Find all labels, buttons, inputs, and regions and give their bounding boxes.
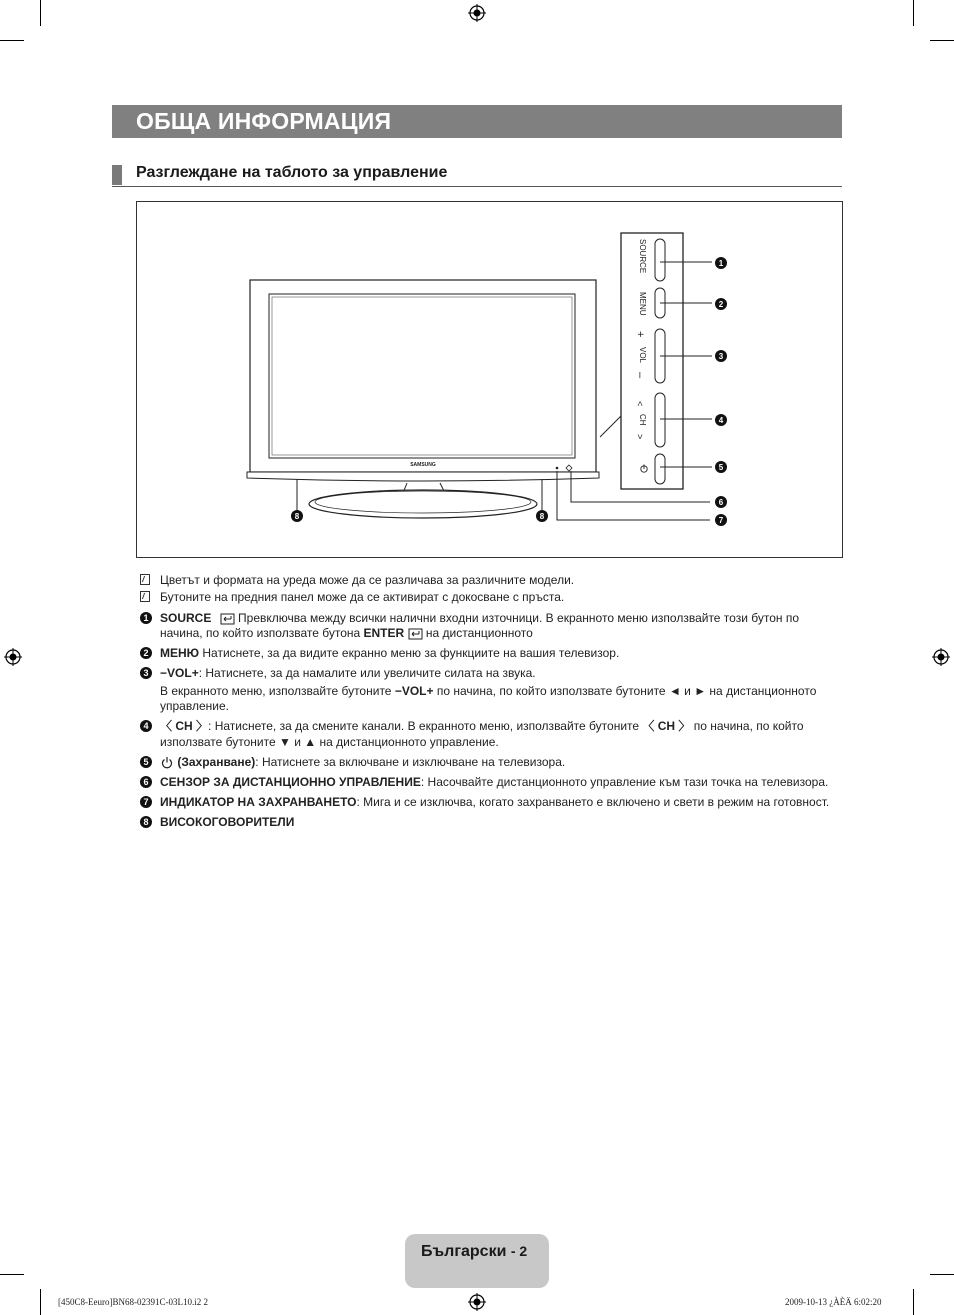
subtitle-rule <box>112 186 842 187</box>
item-label: ВИСОКОГОВОРИТЕЛИ <box>160 815 295 829</box>
item-description: и <box>290 735 305 749</box>
svg-text:8: 8 <box>294 512 300 521</box>
page-number: - 2 <box>510 1243 528 1259</box>
note-text: Цветът и формата на уреда може да се различава за различните модели. <box>160 573 575 587</box>
tv-diagram <box>137 202 842 557</box>
item-description: използвате бутоните <box>160 735 279 749</box>
panel-label-ch-down: > <box>635 434 645 440</box>
item-description: : Натиснете, за да намалите или увеличите силата на звука. <box>198 666 536 680</box>
callout-7 <box>715 514 727 526</box>
tv-stand-base <box>309 490 537 518</box>
svg-text:1: 1 <box>718 259 724 268</box>
registration-mark-icon <box>4 648 22 666</box>
registration-mark-icon <box>468 4 486 22</box>
registration-mark-icon <box>932 648 950 666</box>
side-control-panel <box>621 233 683 489</box>
subtitle: Разглеждане на таблото за управление <box>136 164 448 181</box>
svg-text:5: 5 <box>718 463 724 472</box>
panel-label-vol-plus: + <box>634 331 646 338</box>
item-description: на дистанционното <box>422 626 533 640</box>
item-description: Превключва между всички налични входни източници. В екранното меню използвайте този бутон по <box>238 611 800 625</box>
ch-left-glyph: 〈 <box>160 719 176 733</box>
footer-label <box>421 1243 527 1261</box>
crop-mark <box>913 1289 914 1315</box>
item-label: МЕНЮ <box>160 646 200 660</box>
bullet-number: 7 <box>140 796 152 808</box>
callout-2 <box>715 298 727 310</box>
item-description: Натиснете, за да видите екранно меню за функциите на вашия телевизор. <box>199 646 620 660</box>
item-description: на дистанционното <box>706 684 817 698</box>
item-label: SOURCE <box>160 611 212 625</box>
callout-8-right <box>536 510 548 522</box>
item-text <box>160 735 499 750</box>
svg-text:2: 2 <box>718 300 724 309</box>
ch-right-glyph: 〉 <box>192 719 209 733</box>
item-label: VOL <box>167 666 192 680</box>
panel-label-source: SOURCE <box>638 239 647 274</box>
bullet-number: 4 <box>140 720 152 732</box>
crop-mark <box>40 1289 41 1315</box>
svg-text:7: 7 <box>718 516 724 525</box>
print-slug-right: 2009-10-13 ¿ÀÈÄ 6:02:20 <box>785 1297 882 1307</box>
item-text <box>160 795 829 810</box>
item-text <box>160 611 799 626</box>
vol-minus-glyph: − <box>160 666 168 680</box>
control-panel-figure <box>136 201 843 558</box>
crop-mark <box>930 1274 954 1275</box>
item-label: (Захранване) <box>177 755 256 769</box>
item-text <box>160 646 619 661</box>
item-description: по начина, по който използвате бутоните <box>433 684 669 698</box>
item-label: CH <box>175 719 193 733</box>
item-description: В екранното меню, използвайте бутоните <box>160 684 395 698</box>
down-arrow-icon: ▼ <box>278 735 291 749</box>
item-description: начина, по който използвате бутона <box>160 626 364 640</box>
footer-language: Български <box>421 1243 507 1260</box>
left-arrow-icon: ◄ <box>668 684 681 698</box>
panel-label-ch: CH <box>638 414 647 426</box>
tv-bottom-bar <box>247 472 599 481</box>
vol-plus-glyph: + <box>191 666 199 680</box>
section-title: ОБЩА ИНФОРМАЦИЯ <box>136 108 392 134</box>
tv-bezel <box>250 280 596 472</box>
bullet-number: 1 <box>140 612 152 624</box>
svg-text:8: 8 <box>539 512 545 521</box>
item-description: : Натиснете, за да смените канали. В екранното меню, използвайте бутоните <box>208 719 643 733</box>
note-icon <box>140 591 150 602</box>
item-label: СЕНЗОР ЗА ДИСТАНЦИОННО УПРАВЛЕНИЕ <box>160 775 421 789</box>
power-icon <box>160 756 174 769</box>
section-header-bar <box>112 105 842 138</box>
crop-mark <box>40 0 41 26</box>
crop-mark <box>0 40 24 41</box>
panel-label-vol-minus: – <box>634 372 646 379</box>
source-enter-icon <box>215 613 235 625</box>
callout-5 <box>715 461 727 473</box>
item-text <box>160 684 816 699</box>
panel-label-ch-up: < <box>635 401 645 407</box>
item-description: : Мига и се изключва, когато захранването е включено и свети в режим на готовност. <box>356 795 830 809</box>
note-text: Бутоните на предния панел може да се активират с докосване с пръста. <box>160 590 565 604</box>
crop-mark <box>913 0 914 26</box>
item-text <box>160 666 536 681</box>
ch-button-shape <box>655 393 665 447</box>
note-icon <box>140 574 150 585</box>
source-button-shape <box>655 239 665 281</box>
panel-label-vol: VOL <box>638 347 647 364</box>
crop-mark <box>0 1274 24 1275</box>
tv-brand-logo: SAMSUNG <box>410 462 436 468</box>
item-description: и <box>680 684 695 698</box>
item-description: по начина, по който <box>690 719 804 733</box>
ch-right-glyph: 〉 <box>675 719 691 733</box>
item-description: : Натиснете за включване и изключване на телевизора. <box>255 755 566 769</box>
svg-text:6: 6 <box>718 498 724 507</box>
right-arrow-icon: ► <box>694 684 707 698</box>
vol-plus-glyph: + <box>426 684 434 698</box>
item-description: : Насочвайте дистанционното управление към тази точка на телевизора. <box>420 775 829 789</box>
callout-1 <box>715 257 727 269</box>
vol-label: VOL <box>401 684 427 698</box>
panel-label-menu: MENU <box>638 292 647 316</box>
callout-3 <box>715 350 727 362</box>
vol-minus-glyph: − <box>394 684 402 698</box>
crop-mark <box>930 40 954 41</box>
up-arrow-icon: ▲ <box>304 735 317 749</box>
svg-text:4: 4 <box>718 416 724 425</box>
ch-left-glyph: 〈 <box>642 719 658 733</box>
svg-text:3: 3 <box>718 352 724 361</box>
enter-label: ENTER <box>363 626 405 640</box>
print-slug-left: [450C8-Eeuro]BN68-02391C-03L10.i2 2 <box>58 1297 208 1307</box>
bullet-number: 8 <box>140 816 152 828</box>
registration-mark-icon <box>468 1293 486 1311</box>
callout-6 <box>715 496 727 508</box>
bullet-number: 3 <box>140 667 152 679</box>
item-text <box>160 755 565 770</box>
item-description: на дистанционното управление. <box>316 735 499 749</box>
item-text <box>160 775 828 790</box>
bullet-number: 5 <box>140 756 152 768</box>
remote-sensor <box>556 467 559 470</box>
item-text <box>160 719 804 734</box>
bullet-number: 6 <box>140 776 152 788</box>
item-text <box>160 626 533 641</box>
enter-icon <box>408 628 423 640</box>
callout-8-left <box>291 510 303 522</box>
subtitle-marker <box>112 165 122 185</box>
item-description: управление. <box>160 699 229 713</box>
page-footer-tab <box>405 1234 549 1288</box>
power-button-shape <box>655 454 665 484</box>
ch-label: CH <box>657 719 676 733</box>
bullet-number: 2 <box>140 647 152 659</box>
item-label: ИНДИКАТОР НА ЗАХРАНВАНЕТО <box>160 795 357 809</box>
callout-4 <box>715 414 727 426</box>
